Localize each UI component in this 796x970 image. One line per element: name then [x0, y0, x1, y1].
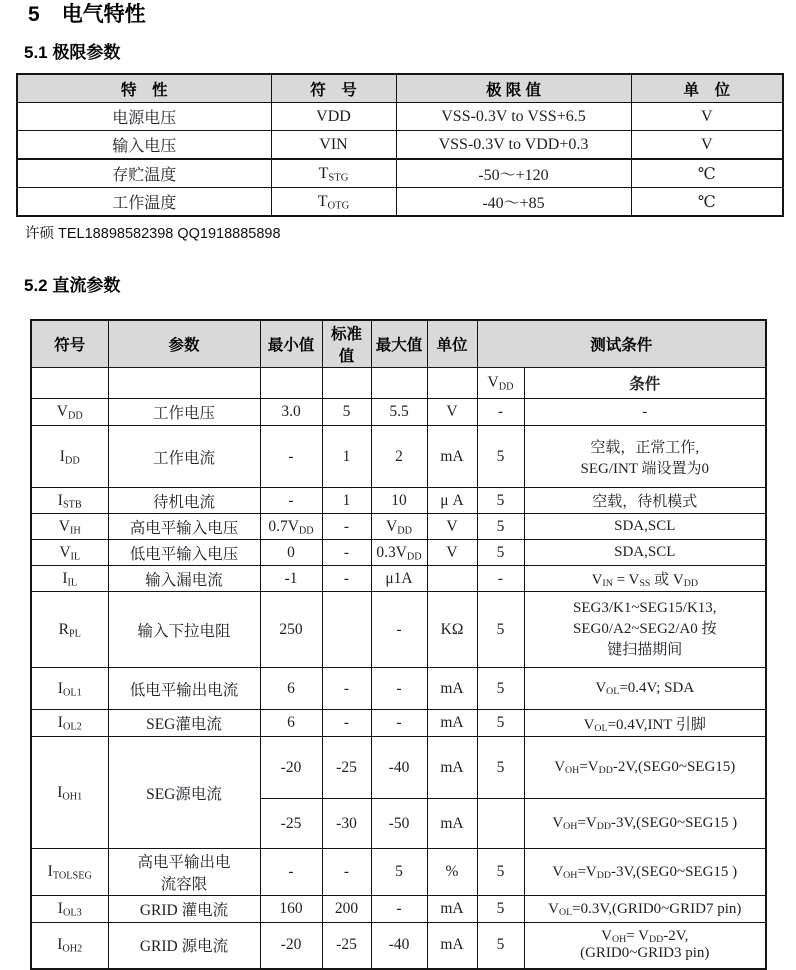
- vdd-cell: -: [477, 566, 524, 592]
- param-cell: GRID 源电流: [108, 923, 260, 969]
- table-row: [31, 399, 766, 426]
- table-row: [31, 540, 766, 566]
- table-row: [31, 849, 766, 896]
- table-row: [17, 188, 783, 217]
- symbol-cell: $I_{OL1}$: [31, 668, 108, 710]
- min-cell: -20: [260, 737, 322, 799]
- condition-cell: $V_{OH}= V_{DD}-2V$, (GRID0~GRID3 pin): [524, 923, 766, 969]
- subsection-heading-dc: 5.2 直流参数: [24, 276, 121, 295]
- symbol-cell: $I_{IL}$: [31, 566, 108, 592]
- condition-cell: $V_{OL}=0.4V,INT$ 引脚: [524, 710, 766, 737]
- param-cell: 输入下拉电阻: [108, 592, 260, 668]
- unit-cell: mA: [427, 426, 477, 488]
- section-number: 5: [28, 3, 40, 26]
- max-cell: -40: [371, 737, 427, 799]
- max-cell: 5.5: [371, 399, 427, 426]
- symbol-cell: $T_{OTG}$: [271, 188, 396, 217]
- max-cell: -: [371, 710, 427, 737]
- param-cell: GRID 灌电流: [108, 896, 260, 923]
- symbol-cell: VDD: [271, 103, 396, 131]
- typ-cell: -: [322, 710, 371, 737]
- condition-cell: SEG3/K1~SEG15/K13, SEG0/A2~SEG2/A0 按 键扫描期间: [524, 592, 766, 668]
- unit-cell: mA: [427, 896, 477, 923]
- header-min: 最小值: [260, 320, 322, 368]
- table-row: [17, 159, 783, 188]
- param-cell: SEG灌电流: [108, 710, 260, 737]
- vdd-cell: 5: [477, 668, 524, 710]
- typ-cell: -: [322, 566, 371, 592]
- typ-cell: 5: [322, 399, 371, 426]
- empty-cell: [108, 368, 260, 399]
- unit-cell: V: [631, 103, 783, 131]
- typ-cell: 1: [322, 488, 371, 514]
- max-cell: μ1A: [371, 566, 427, 592]
- limit-cell: -40～+85: [396, 188, 631, 217]
- condition-cell: 空载，正常工作, SEG/INT 端设置为0: [524, 426, 766, 488]
- symbol-cell: $I_{DD}$: [31, 426, 108, 488]
- table-row: [31, 923, 766, 969]
- symbol-cell: $V_{DD}$: [31, 399, 108, 426]
- vdd-cell: 5: [477, 488, 524, 514]
- max-cell: -50: [371, 799, 427, 849]
- min-cell: -: [260, 488, 322, 514]
- header-symbol: 符号: [31, 320, 108, 368]
- contact-line: 许硕 TEL18898582398 QQ1918885898: [25, 226, 281, 242]
- unit-cell: ℃: [631, 159, 783, 188]
- unit-cell: KΩ: [427, 592, 477, 668]
- max-cell: -40: [371, 923, 427, 969]
- min-cell: 250: [260, 592, 322, 668]
- min-cell: 6: [260, 710, 322, 737]
- empty-cell: [260, 368, 322, 399]
- vdd-cell: 5: [477, 710, 524, 737]
- typ-cell: -: [322, 514, 371, 540]
- table-row: [17, 103, 783, 131]
- vdd-cell: 5: [477, 737, 524, 799]
- param-cell: 待机电流: [108, 488, 260, 514]
- param-cell: SEG源电流: [108, 737, 260, 849]
- symbol-cell: $T_{STG}$: [271, 159, 396, 188]
- condition-cell: SDA,SCL: [524, 540, 766, 566]
- unit-cell: V: [427, 540, 477, 566]
- typ-cell: 200: [322, 896, 371, 923]
- max-cell: 10: [371, 488, 427, 514]
- table-row: [31, 896, 766, 923]
- min-cell: 3.0: [260, 399, 322, 426]
- max-cell: -: [371, 592, 427, 668]
- max-cell: $0.3V_{DD}$: [371, 540, 427, 566]
- max-cell: 2: [371, 426, 427, 488]
- characteristic-cell: 存贮温度: [17, 159, 271, 188]
- table-row: [17, 131, 783, 160]
- condition-cell: 空载，待机模式: [524, 488, 766, 514]
- condition-cell: -: [524, 399, 766, 426]
- empty-cell: [31, 368, 108, 399]
- vdd-cell: 5: [477, 896, 524, 923]
- dc-parameters-table: [30, 319, 767, 970]
- min-cell: $0.7V_{DD}$: [260, 514, 322, 540]
- min-cell: 160: [260, 896, 322, 923]
- max-cell: -: [371, 668, 427, 710]
- unit-cell: V: [427, 514, 477, 540]
- typ-cell: -25: [322, 923, 371, 969]
- typ-cell: -25: [322, 737, 371, 799]
- vdd-cell: 5: [477, 514, 524, 540]
- vdd-cell: 5: [477, 923, 524, 969]
- max-cell: -: [371, 896, 427, 923]
- header-symbol: 符 号: [271, 74, 396, 103]
- table-row: [31, 592, 766, 668]
- subsection-heading-limits: 5.1 极限参数: [24, 43, 121, 62]
- min-cell: -25: [260, 799, 322, 849]
- symbol-cell: $V_{IH}$: [31, 514, 108, 540]
- header-typ: 标准值: [322, 320, 371, 368]
- header-test-conditions: 测试条件: [477, 320, 766, 368]
- param-cell: 低电平输出电流: [108, 668, 260, 710]
- header-characteristic: 特 性: [17, 74, 271, 103]
- symbol-cell: $I_{OH2}$: [31, 923, 108, 969]
- header-limit-value: 极 限 值: [396, 74, 631, 103]
- symbol-cell: VIN: [271, 131, 396, 160]
- table-header-row: [31, 320, 766, 368]
- condition-cell: $V_{OL}=0.4V$; SDA: [524, 668, 766, 710]
- param-cell: 低电平输入电压: [108, 540, 260, 566]
- typ-cell: 1: [322, 426, 371, 488]
- vdd-cell: 5: [477, 426, 524, 488]
- header-unit: 单位: [427, 320, 477, 368]
- limit-cell: VSS-0.3V to VSS+6.5: [396, 103, 631, 131]
- unit-cell: mA: [427, 710, 477, 737]
- condition-cell: $V_{OH}=V_{DD}-3V,(SEG0\sim SEG15$ ): [524, 799, 766, 849]
- subheader-vdd: $V_{DD}$: [477, 368, 524, 399]
- symbol-cell: $R_{PL}$: [31, 592, 108, 668]
- characteristic-cell: 电源电压: [17, 103, 271, 131]
- typ-cell: -: [322, 849, 371, 896]
- table-row: [31, 488, 766, 514]
- typ-cell: -: [322, 668, 371, 710]
- header-parameter: 参数: [108, 320, 260, 368]
- table-row: [31, 737, 766, 799]
- table-row: [31, 566, 766, 592]
- min-cell: -: [260, 849, 322, 896]
- condition-cell: $V_{OL}=0.3V,(GRID0\sim GRID7$ pin): [524, 896, 766, 923]
- symbol-cell: $V_{IL}$: [31, 540, 108, 566]
- unit-cell: [427, 566, 477, 592]
- table-row: [31, 668, 766, 710]
- vdd-cell: -: [477, 399, 524, 426]
- typ-cell: -30: [322, 799, 371, 849]
- empty-cell: [371, 368, 427, 399]
- symbol-cell: $I_{OL3}$: [31, 896, 108, 923]
- condition-cell: $V_{IN} = V_{SS}$ 或 $V_{DD}$: [524, 566, 766, 592]
- min-cell: 6: [260, 668, 322, 710]
- symbol-cell: $I_{STB}$: [31, 488, 108, 514]
- header-max: 最大值: [371, 320, 427, 368]
- limit-cell: VSS-0.3V to VDD+0.3: [396, 131, 631, 160]
- unit-cell: mA: [427, 668, 477, 710]
- characteristic-cell: 输入电压: [17, 131, 271, 160]
- symbol-cell: $I_{OH1}$: [31, 737, 108, 849]
- table-subheader-row: [31, 368, 766, 399]
- param-cell: 工作电流: [108, 426, 260, 488]
- symbol-cell: $I_{TOLSEG}$: [31, 849, 108, 896]
- unit-cell: mA: [427, 799, 477, 849]
- symbol-cell: $I_{OL2}$: [31, 710, 108, 737]
- header-unit: 单 位: [631, 74, 783, 103]
- section-title: 电气特性: [61, 3, 146, 26]
- empty-cell: [322, 368, 371, 399]
- vdd-cell: 5: [477, 849, 524, 896]
- typ-cell: -: [322, 540, 371, 566]
- typ-cell: [322, 592, 371, 668]
- condition-cell: SDA,SCL: [524, 514, 766, 540]
- unit-cell: mA: [427, 737, 477, 799]
- table-row: [31, 426, 766, 488]
- min-cell: -1: [260, 566, 322, 592]
- limit-parameters-table: [16, 73, 784, 217]
- unit-cell: %: [427, 849, 477, 896]
- min-cell: 0: [260, 540, 322, 566]
- condition-cell: $V_{OH}=V_{DD}-3V,(SEG0\sim SEG15$ ): [524, 849, 766, 896]
- section-heading: [28, 0, 796, 28]
- max-cell: $V_{DD}$: [371, 514, 427, 540]
- param-cell: 工作电压: [108, 399, 260, 426]
- min-cell: -: [260, 426, 322, 488]
- limit-cell: -50～+120: [396, 159, 631, 188]
- param-cell: 高电平输出电 流容限: [108, 849, 260, 896]
- table-header-row: [17, 74, 783, 103]
- unit-cell: ℃: [631, 188, 783, 217]
- unit-cell: V: [631, 131, 783, 160]
- param-cell: 输入漏电流: [108, 566, 260, 592]
- table-row: [31, 710, 766, 737]
- min-cell: -20: [260, 923, 322, 969]
- subheader-condition: 条件: [524, 368, 766, 399]
- unit-cell: mA: [427, 923, 477, 969]
- characteristic-cell: 工作温度: [17, 188, 271, 217]
- max-cell: 5: [371, 849, 427, 896]
- empty-cell: [427, 368, 477, 399]
- param-cell: 高电平输入电压: [108, 514, 260, 540]
- table-row: [31, 514, 766, 540]
- vdd-cell: [477, 799, 524, 849]
- unit-cell: μ A: [427, 488, 477, 514]
- vdd-cell: 5: [477, 592, 524, 668]
- condition-cell: $V_{OH}=V_{DD}-2V,(SEG0\sim SEG15)$: [524, 737, 766, 799]
- vdd-cell: 5: [477, 540, 524, 566]
- unit-cell: V: [427, 399, 477, 426]
